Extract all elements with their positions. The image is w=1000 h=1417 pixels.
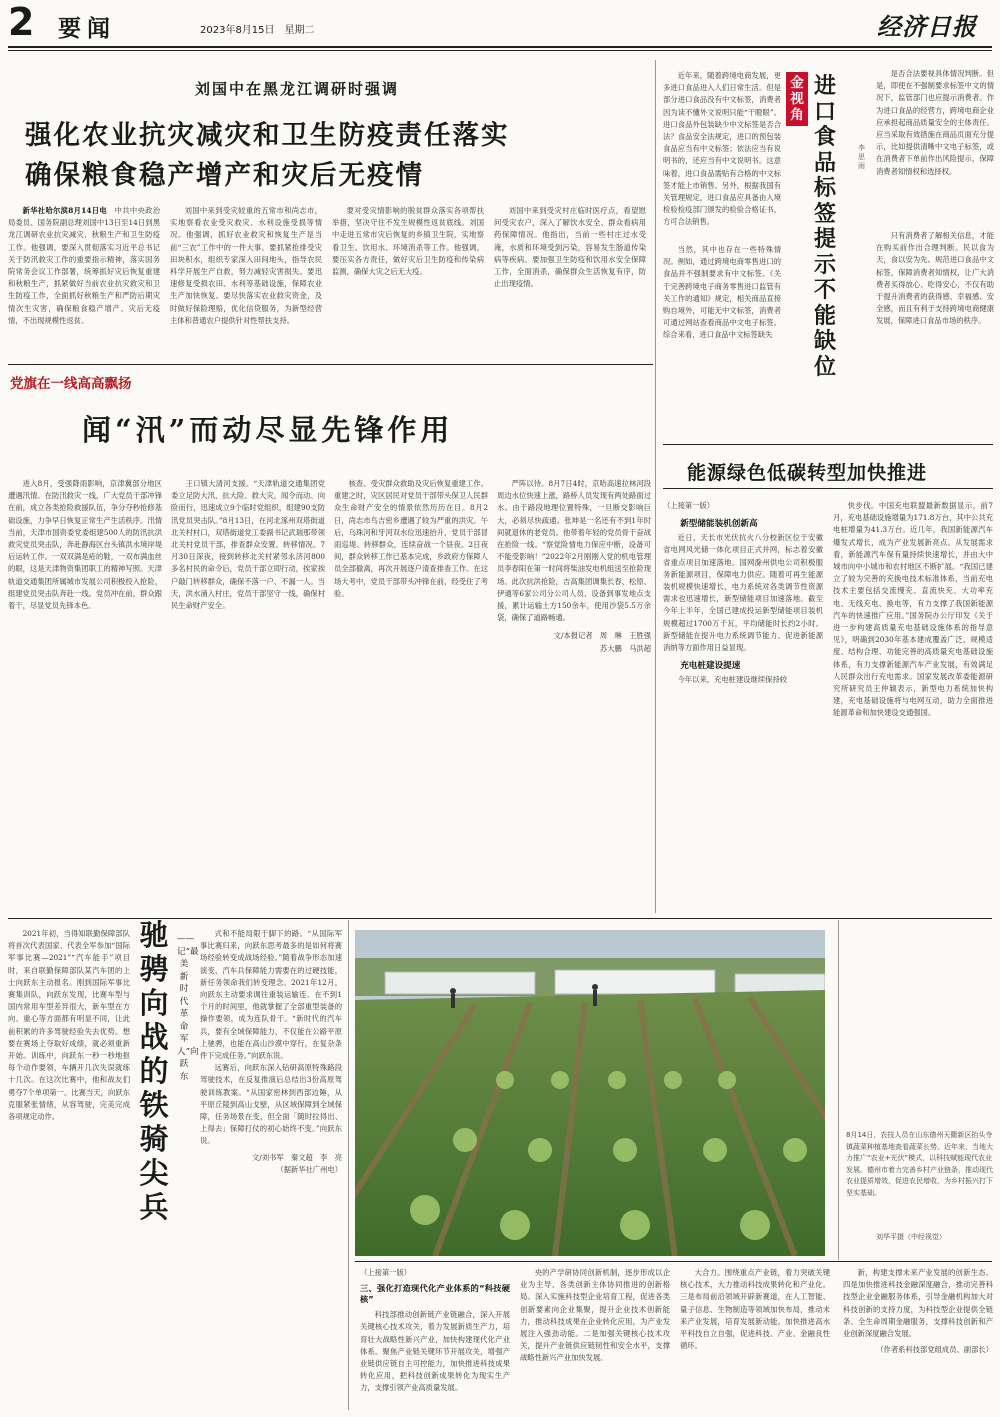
opinion-column-4: 只有消费者了解相关信息，才能在购买前作出合理判断。民以食为天，食以安为先。规范进口食品中文标签，保障消费者知情权，让广大消费者买得放心、吃得安心，不仅有助于提升消费者的获得感、幸福感、安全感，而且有利于支持跨境电商健康发展，保障进口食品市场的秩序。 [876, 231, 994, 326]
energy-column-2: 快步伐。中国充电联盟最新数据显示，前7月，充电基础设施增量为171.8万台，其中公共充电桩增量为41.3万台。近几年，我国新能源汽车爆发式增长，成为产业发展新亮点。从发展需求看，新能源汽车保有量持续快速增长，并由大中城市向中小城市和农村地区不断扩展。“我国已建立了较为完善的充换电技术标准体系，当前充电技术主要包括交流慢充、直流快充、大功率充电、无线充电、换电等，有力支撑了我国新能源汽车的快速推广应用。”国务院办公厅印发《关于进一步构建高质量充电基础设施体系的指导意见》，明确到2030年基本建成覆盖广泛、规模适度、结构合理、功能完善的高质量充电基础设施体系，有力支撑新能源汽车产业发展，有效满足人民群众出行充电需求。国家发展改革委能源研究所研究员王仲颖表示，新型电力系统加快构建，充电基础设施将与电网互动，助力全面推进能源革命和加快建设交通强国。 [833, 501, 993, 718]
flood-byline: 文/本报记者 周 琳 王胜强 苏大鹏 马洪超 [553, 631, 651, 653]
industry-continued: （上接第一版） [360, 1268, 412, 1277]
header-rule [8, 46, 992, 48]
lead-column-4: 刘国中来到受灾村庄临时医疗点，看望慰问受灾农户，深入了解饮水安全、群众看病用药保障情况。他指出，当前一些村庄过水受淹，水质和环境受到污染，容易发生肠道传染病等疾病。要加强卫生防疫和饮用水安全保障工作，全面消杀，确保群众生活恢复有序，防止出现疫情。 [494, 206, 646, 289]
ride-article-subtitle: ——记“最美新时代革命军人”向跃东 [177, 934, 199, 1082]
column-divider [348, 920, 349, 1410]
photo-bottom-rule [355, 1261, 992, 1262]
lead-title-line2: 确保粮食稳产增产和灾后无疫情 [25, 160, 424, 191]
flood-column-3: 核查、受灾群众救助及灾后恢复重建工作。重建之时，灾区居民对党员干部带头保卫人民群众生命财产安全的情景依然历历在目。8月2日，尚志市鸟吉密乡遭遇了较为严重的洪灾。午后，乌珠河和牙河双水位迅速抬升，党员干部冒雨巡堤、转移群众，连续奋战一个昼夜。2日夜间，群众转移工作已基本完成，乡政府方保障人员全部撤离，再次开展逐户清查排查工作。在这场大考中，党员干部带头冲锋在前，经受住了考验。 [334, 479, 488, 598]
opinion-column-1: 近年来，随着跨境电商发展，更多进口食品进入人们日常生活。但是部分进口食品没有中文标签，消费者因为读不懂外文说明只能“干瞪眼”。进口食品外包装缺少中文标签是否合法？食品安全法规定，进口的预包装食品应当有中文标签；依法应当有说明书的，还应当有中文说明书。这意味着，进口食品需贴有合格的中文标签才能上市销售。另外，根据我国有关管理规定，进口食品应具备由入境检验检疫部门颁发的检验合格证书，方可合法销售。 [663, 71, 781, 227]
energy-continued: （上接第一版） [663, 501, 715, 510]
column-divider [838, 920, 839, 1260]
flood-column-1: 进入8月，受强降雨影响，京津冀部分地区遭遇汛情。在防汛救灾一线，广大党员干部冲锋在前，成立各类抢险救援队伍，争分夺秒抢修基础设施，力争早日恢复正常生产生活秩序。汛情当前，天津市国资委党委组建500人的防汛抗洪救灾党员突击队，奔赴静海区台头镇洪水境岸堤后运转工作。一双双满是疮的鞋，一双布满血丝的眼，这是天津物资集团职工的精神写照。天津轨道交通集团所属城市发展公司积极投入抢险，组建党员突击队奔赴一线。党员冲在前，群众跟着干，尽显党员先锋本色。 [8, 479, 162, 611]
section-name: 要闻 [58, 15, 116, 42]
column-divider [655, 453, 656, 913]
flood-article-title: 闻“汛”而动尽显先锋作用 [82, 413, 454, 447]
ride-article-title: 驰骋向战的铁骑尖兵 [139, 918, 169, 1224]
newspaper-masthead: 经济日报 [877, 12, 977, 41]
energy-subhead-1: 新型储能装机创新高 [680, 519, 758, 530]
industry-column-4: 新，构建支撑未来产业发展的创新生态。四是加快推进科技金融深度融合，推动完善科技型企业金融服务体系，引导金融机构加大对科技创新的支持力度，为科技型企业提供全链条、全生命周期金融服务，支撑科技创新和产业创新深度融合发展。 （作者系科技部党组成员、副部长） [843, 1267, 993, 1356]
energy-article-title: 能源绿色低碳转型加快推进 [687, 462, 928, 484]
section-rule [8, 364, 653, 365]
lead-title-line1: 强化农业抗灾减灾和卫生防疫责任落实 [25, 120, 510, 151]
ride-column-2: 式和不能局限于脚下的路。“从国际军事比赛归来，向跃东思考最多的是如何将赛场经验转变成战场经验。”随着战争形态加速演变，汽车兵保障能力需要在的过硬技能，新任务领命我们转变理念。2021年12月，向跃东主动要求调往重装运输连。在不到1个月的时间里，他就掌握了全部重型装备的操作要领，成为连队骨干。“新时代的汽车兵，要有全域保障能力，不仅能在公路平原上驰骋，也能在高山沙漠中穿行，在复杂条件下完成任务。”向跃东说。 远赛后，向跃东深入钻研高原特殊路段驾驶技术，在反复推演后总结出3份高原驾驶训练教案。“从国家密林到西部边陲，从平原丘陵到高山戈壁，从区域保障到全域保障，任务场景在变，但全面「随时拉得出、上得去」保障打仗的初心始终不变。”向跃东说。 文/刘书军 秦文超 李 亮 （据新华社广州电） [200, 928, 342, 1176]
opinion-badge: 金视角 [786, 72, 808, 126]
lead-column-3: 要对受灾情影响的脱贫群众落实各项帮扶举措，坚决守住不发生规模性返贫底线。刘国中走进五常市灾后恢复的乡镇卫生院，实地察看卫生、饮用水、环境消杀等工作。他强调，要压实各方责任，做好灾后卫生防疫和传染病监测，确保大灾之后无大疫。 [332, 206, 484, 277]
industry-column-2: 央的产学研协同创新机制，逐步形成以企业为主导、各类创新主体协同推进的创新格局。深入实施科技型企业培育工程，促进各类创新要素向企业集聚，提升企业技术创新能力，推动科技成果在企业转化应用，为产业发展注入强劲动能。二是加强关键核心技术攻关，提升产业链供应链韧性和安全水平，支撑战略性新兴产业加快发展。 [520, 1268, 670, 1363]
industry-heading: 三、强化打造现代化产业体系的“科技硬核” [360, 1283, 510, 1305]
opinion-author: 李思雨 [858, 144, 865, 170]
lead-dateline: 新华社哈尔滨8月14日电 [22, 206, 108, 215]
flood-column-2: 王口镇大清河支援。“天津轨道交通集团党委立足防大汛、抗大险、救大灾，闻令而动、向险而行，迅速成立9个临时党组织，组建90支防汛党员突击队。”8月13日，在河北涿州双塔街道北关村村口，双塔街道党工委副书记武瑞那带领北关村党员干部，排查群众安置、转移情况。7月30日深夜，接到转移北关村紧邻永济河800多名村民的命令后，党员干部立即行动，挨家挨户敲门转移群众，确保不落一户、不漏一人。当天，洪水涌入村庄，党员干部坚守一线，确保村民生命财产安全。 [171, 479, 325, 611]
page-number: 2 [8, 0, 34, 44]
opinion-title: 进口食品标签提示不能缺位 [813, 73, 836, 380]
flood-column-4: 严阵以待。8月7日4时，京哈高速拉林河段周边水位快速上涨，路桥人员发现有两处路面过水。由于路段地理位置特殊，一旦断交影响巨大，必须尽快疏通。张坤是一名还有不到1年时间就退休的老党员。他带着年轻的党员骨干奋战在抢险一线。“察觉险情电力保应中断，设备可不能受影响！”2022年2月刚刚入党的机电管理员李春阳在第一时间将柴油发电机组送至抢险现场。此次抗洪抢险，吉高集团调集长春、松原、伊通等6家公司分公司人员、设备到事发地点支援，累计运输土方150余车，使用沙袋5.5万余袋，确保了道路畅通。 文/本报记者 周 琳 王胜强 苏大鹏 马洪超 [497, 478, 651, 655]
photo-credit: 刘华平摄（中经视觉） [876, 1233, 946, 1241]
energy-subhead-2: 充电桩建设提速 [680, 661, 741, 672]
lead-column-1: 新华社哈尔滨8月14日电 中共中央政治局委员、国务院副总理刘国中13日至14日到黑龙江调研农业抗灾减灾、秋粮生产和卫生防疫工作。他强调，要深入贯彻落实习近平总书记关于防汛救灾工作的重要指示精神，落实国务院常务会议工作部署，统筹抓好灾后恢复重建和秋粮生产，抓紧做好当前农业抗灾救灾和卫生防疫工作，全面抓好秋粮生产和严防后期灾情次生灾害，确保粮食稳产增产、灾后无疫情，不出现规模性返贫。 [8, 206, 161, 325]
energy-column-1: （上接第一版） 新型储能装机创新高 近日，天长市光伏抗火八分校新区位于安徽省电网风光储一体化项目正式并网，标志着安徽省重点项目加速落地。国网滁州供电公司积极服务新能源项目，保障电力供应。随着可再生能源装机规模快速增长，电力系统对各类调节性资源需求也迅速增长，新型储能项目加速落地。截至今年上半年，全国已建成投运新型储能项目装机规模超过1700万千瓦，平均储能时长约2小时。新型储能在提升电力系统调节能力、促进新能源消纳等方面作用日益显现。 充电桩建设提速 今年以来，充电桩建设继续保持较 [663, 501, 823, 685]
industry-byline: （作者系科技部党组成员、副部长） [876, 1345, 993, 1355]
lead-kicker: 刘国中在黑龙江调研时强调 [195, 80, 400, 98]
energy-title-rule [663, 488, 993, 489]
ride-byline: 文/刘书军 秦文超 李 亮 （据新华社广州电） [251, 1152, 342, 1174]
column-tag: 党旗在一线高高飘扬 [10, 376, 132, 392]
lead-column-2: 刘国中来到受灾较重的五常市和尚志市，实地察看农业受灾救灾、水利设施受损等情况。他强调，抓好农业救灾和恢复生产是当前“三农”工作中的一件大事。要抓紧抢排受灾田块积水，组织专家深入田间地头，指导农民科学开展生产自救，努力减轻灾害损失。要迅速修复受损农田、水利等基础设施，保障农业生产加快恢复。要尽快落实农业救灾资金，及时做好保险理赔，优化信贷服务，为新型经营主体和普通农户提供针对性帮扶支持。 [170, 206, 322, 325]
photo-caption: 8月14日，农技人员在山东德州天衢新区抬头寺镇蔬菜种植基地查看蔬菜长势。近年来，当地大力推广“农业+光伏”模式，以科技赋能现代农业发展。德州市着力完善乡村产业链条，推动现代农业提质增效，促进农民增收，为乡村振兴打下坚实基础。 [846, 1131, 993, 1197]
issue-date: 2023年8月15日 星期二 [200, 25, 315, 36]
ride-column-1: 2021年初，当得知联勤保障部队将首次代表国家、代表全军参加“国际军事比赛—2021”“汽车能手”项目时，来自联勤保障部队某汽车团的上士向跃东主动报名。刚到国际军事比赛集训队，向跃东发现，比赛车型与国内常用车型差异很大，新车型在方向、重心等方面都有明显不同，让此前积累的许多驾驶经验失去优势。想要在赛场上夺取好成绩，就必须重新开始。训练中，向跃东一秒一秒地抠每个动作要领，车辆开几次失误就练十几次。在这次比赛中，他和战友们勇夺7个单项第一。比赛当天，向跃东克服紧张情绪，从容驾驶，完美完成各项规定动作。 [8, 929, 130, 1122]
opinion-column-2: 当然，其中也存在一些特殊情况。例如，通过跨境电商零售进口的食品并不强制要求有中文标签。《关于完善跨境电子商务零售进口监管有关工作的通知》规定，相关商品直接购自境外，可能无中文标签，消费者可通过网站查看商品中文电子标签。综合来看，进口食品中文标签缺失 [663, 245, 781, 340]
industry-column-1: （上接第一版） 三、强化打造现代化产业体系的“科技硬核” 科技部推动创新链产业链融合，深入开展关键核心技术攻关，着力发展新质生产力，培育壮大战略性新兴产业，加快构建现代化产业体系。聚焦产业链关键环节开展攻关，增强产业链供应链自主可控能力，加快推进科技成果转化应用，把科技创新成果转化为现实生产力，支撑引领产业高质量发展。 [360, 1268, 510, 1393]
opinion-column-3: 是否合法要视具体情况判断。但是，即使在不强制要求标签中文的情况下，监管部门也应提示消费者。作为进口食品的经营方，跨境电商企业应承担起商品质量安全的主体责任。应当采取有效措施在商品页面充分提示，比如提供清晰中文电子标签，或在消费者下单前作出风险提示，保障消费者知情权和选择权。 [876, 69, 994, 176]
header-rule-thin [8, 50, 992, 51]
farm-photo [355, 930, 825, 1256]
farm-photo-image [355, 930, 825, 1256]
column-divider [655, 60, 656, 453]
energy-top-rule [663, 444, 993, 445]
industry-column-3: 大合力。围绕重点产业链，着力突破关键核心技术，大力推动科技成果转化和产业化。三是布局前沿领域开辟新赛道，在人工智能、量子信息、生物制造等领域加快布局，推动未来产业发展，培育发展新动能。加快推进高水平科技自立自强，促进科技、产业、金融良性循环。 [680, 1268, 830, 1351]
